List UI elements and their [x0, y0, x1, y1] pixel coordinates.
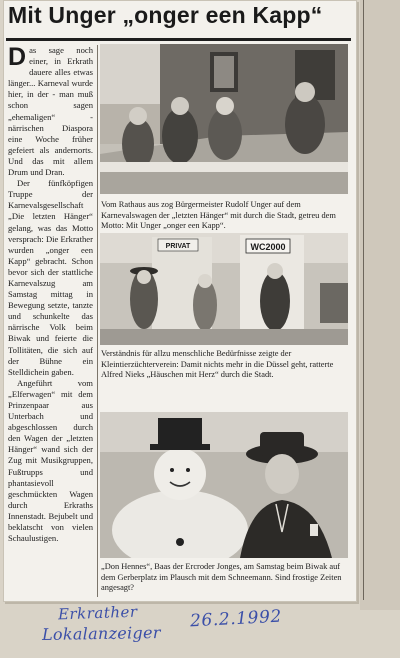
article-paragraph-2: Der fünfköpfigen Truppe der Karnevalsgesellschaft „Die letzten Hänger“ gelang, was das Motto versprach: Die Erkrather wurden „onger een Kapp“ gebracht. Schon bevor sich der stattliche Karnevalszug am Samstag mittag in Bewegung setzte, tanzte und schunkelte das närrische Volk beim Biwak und feierte die Tollitäten, die sich auf der Bühne ein Stelldichein gaben. [8, 178, 93, 377]
photo-toilet-float [100, 233, 348, 345]
sign-privat: PRIVAT [165, 243, 191, 250]
article-paragraph-3: Angeführt vom „Elferwagen“ mit dem Prinzenpaar aus Unterbach und abgeschlossen durch den Wagen der „letzten Hänger“ wand sich der Zug mit Musikgruppen, Fußtrupps und phantasievoll geschmückten Wagen durch Erkraths Innenstadt. Bejubelt und beklatscht von vielen Schaulustigen. [8, 377, 93, 544]
clipping-fold-line [363, 0, 364, 600]
handwritten-date: 26.2.1992 [189, 606, 283, 632]
caption-photo-1: Vom Rathaus aus zog Bürgermeister Rudolf Unger auf dem Karnevalswagen der „letzten Hänger“ mit durch die Stadt, getreu dem Motto: Mit Unger „onger een Kapp“. [101, 200, 336, 231]
paragraph-text: as sage noch einer, in Erkrath dauere alles etwas länger... Karneval wurde hier, in der - man muß schon sagen „ehemaligen“ - närrischen Diaspora eine Woche früher gefeiert als andernorts. Und das mit allem Drum und Dran. [8, 45, 93, 178]
article-paragraph-1 [8, 45, 93, 178]
column-separator [97, 45, 98, 597]
headline-rule [6, 38, 351, 41]
photo-parade-float [100, 44, 348, 194]
headline: Mit Unger „onger een Kapp“ [8, 2, 323, 28]
photo-snowman [100, 412, 348, 558]
article-body [8, 45, 93, 597]
sign-wc2000: WC2000 [250, 242, 286, 252]
caption-photo-2: Verständnis für allzu menschliche Bedürfnisse zeigte der Kleintierzüchterverein: Damit nichts mehr in die Düssel geht, ratterte Alfred Nieks „Häuschen mit Herz“ durch die Stadt. [101, 349, 334, 380]
dropcap: D [8, 45, 27, 71]
clipping-edge [360, 0, 400, 610]
handwritten-source-line-1: Erkrather [57, 602, 138, 624]
handwritten-source-line-2: Lokalanzeiger [41, 622, 161, 645]
caption-photo-3: „Don Hennes“, Baas der Ercroder Jonges, am Samstag beim Biwak auf dem Gerberplatz im Plausch mit dem Schneemann. Sind frostige Zeiten angesagt? [101, 562, 342, 593]
